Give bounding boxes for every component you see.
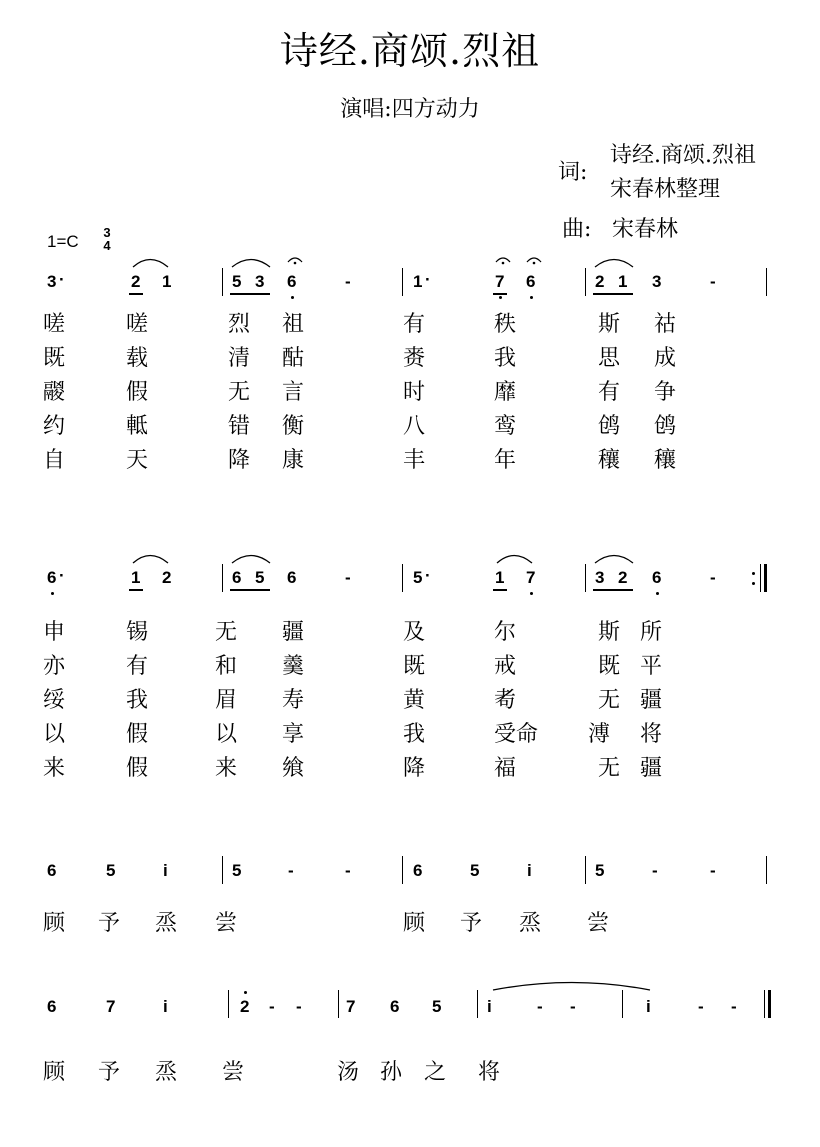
lyric: 烈	[228, 312, 251, 337]
page-title: 诗经.商颂.烈祖	[279, 29, 541, 73]
fermata-arc	[527, 258, 541, 262]
dash: -	[345, 272, 351, 291]
lyric: 疆	[640, 756, 663, 781]
lyric: 祖	[282, 312, 305, 337]
note: 5	[255, 568, 265, 587]
time-signature-top: 3	[103, 225, 111, 240]
note: 6	[232, 568, 242, 587]
lyric: 康	[282, 448, 305, 473]
lyric: 我	[126, 688, 149, 713]
lyric: 鸾	[494, 414, 517, 439]
lyric: 福	[494, 756, 517, 781]
lyric: 鸧	[598, 414, 621, 439]
lyric: 衡	[282, 414, 305, 439]
lyricist-line-1: 诗经.商颂.烈祖	[610, 143, 756, 168]
lyric: 争	[654, 380, 677, 405]
note: 1	[131, 568, 141, 587]
note: 1	[162, 272, 172, 291]
note: 2	[595, 272, 605, 291]
lyric: 锡	[126, 620, 149, 645]
dash: -	[296, 997, 302, 1016]
lyric: 和	[215, 654, 238, 679]
lyric: 顾	[43, 911, 66, 936]
tie	[493, 983, 650, 991]
lyric: 成	[654, 346, 677, 371]
lyric: 来	[215, 756, 238, 781]
lyric: 无	[598, 756, 621, 781]
lyric: 烝	[155, 1060, 178, 1085]
lyric: 予	[98, 911, 121, 936]
slur	[133, 556, 168, 564]
note: 6	[287, 568, 297, 587]
lyric: 将	[478, 1060, 501, 1085]
lyric: 尝	[215, 911, 238, 936]
note: 3	[595, 568, 605, 587]
augmentation-dot: ·	[59, 270, 65, 289]
slur	[232, 260, 270, 268]
lyricist-label: 词:	[558, 160, 588, 185]
lyric: 鸧	[654, 414, 677, 439]
lyric: 无	[215, 620, 238, 645]
lyric: 軧	[126, 414, 149, 439]
lyric: 有	[403, 312, 426, 337]
lyric: 嗟	[126, 312, 149, 337]
note: i	[646, 997, 651, 1016]
dash: -	[710, 861, 716, 880]
lyric: 靡	[494, 380, 517, 405]
fermata-dot	[294, 262, 297, 265]
lyric: 秩	[494, 312, 517, 337]
lyric: 有	[126, 654, 149, 679]
lyric: 无	[228, 380, 251, 405]
lyric: 清	[228, 346, 251, 371]
lyric: 烝	[519, 911, 542, 936]
lyric: 无	[598, 688, 621, 713]
dash: -	[652, 861, 658, 880]
note: 6	[47, 861, 57, 880]
lyric: 来	[43, 756, 66, 781]
augmentation-dot: ·	[425, 566, 431, 585]
lyric: 假	[126, 380, 149, 405]
lyric: 言	[282, 380, 305, 405]
note: 6	[413, 861, 423, 880]
lyricist-line-2: 宋春林整理	[610, 177, 721, 202]
lyric: 鬷	[43, 380, 66, 405]
lyric: 将	[640, 722, 663, 747]
lyric: 予	[98, 1060, 121, 1085]
lyric: 穰	[598, 448, 621, 473]
lyric: 时	[403, 380, 426, 405]
lyric: 祜	[654, 312, 677, 337]
lyric: 降	[403, 756, 426, 781]
note: i	[163, 861, 168, 880]
lyric: 酤	[282, 346, 305, 371]
note: 5	[232, 272, 242, 291]
dash: -	[288, 861, 294, 880]
lyric: 约	[43, 414, 66, 439]
lyric: 汤	[337, 1060, 360, 1085]
slur	[595, 260, 633, 268]
fermata-arc	[496, 258, 510, 262]
lyric: 赉	[403, 346, 426, 371]
note: 3	[652, 272, 662, 291]
fermata-dot	[502, 262, 505, 265]
key-signature: 1=C	[47, 232, 79, 251]
lyric: 孙	[380, 1060, 403, 1085]
note: 2	[240, 997, 250, 1016]
lyric: 之	[424, 1060, 447, 1085]
lyric: 年	[494, 448, 517, 473]
lyric: 八	[403, 414, 426, 439]
note: 1	[618, 272, 628, 291]
lyric: 丰	[403, 448, 426, 473]
note: 2	[618, 568, 628, 587]
lyric: 尝	[222, 1060, 245, 1085]
composer-name: 宋春林	[612, 217, 679, 242]
lyric: 以	[215, 722, 238, 747]
note: 5	[470, 861, 480, 880]
lyric: 所	[640, 620, 663, 645]
dash: -	[345, 568, 351, 587]
lyric: 疆	[640, 688, 663, 713]
time-signature-bottom: 4	[103, 238, 111, 253]
note: 3	[255, 272, 265, 291]
lyric: 思	[598, 346, 621, 371]
lyric: 尝	[587, 911, 610, 936]
note: 1	[413, 272, 423, 291]
slur	[232, 556, 270, 564]
lyric: 我	[494, 346, 517, 371]
lyric: 降	[228, 448, 251, 473]
lyric: 以	[43, 722, 66, 747]
lyric: 寿	[282, 688, 305, 713]
lyric: 自	[43, 448, 66, 473]
augmentation-dot: ·	[425, 270, 431, 289]
note: 5	[595, 861, 605, 880]
lyric: 斯	[598, 620, 621, 645]
lyric: 错	[228, 414, 251, 439]
slur	[133, 260, 168, 268]
composer-label: 曲:	[562, 217, 592, 242]
lyric: 烝	[155, 911, 178, 936]
lyric: 穰	[654, 448, 677, 473]
lyric: 及	[403, 620, 426, 645]
lyric: 斯	[598, 312, 621, 337]
lyric: 嗟	[43, 312, 66, 337]
lyric: 假	[126, 756, 149, 781]
note: 2	[162, 568, 172, 587]
lyric: 享	[282, 722, 305, 747]
lyric: 既	[403, 654, 426, 679]
dash: -	[731, 997, 737, 1016]
note: 7	[106, 997, 116, 1016]
lyric: 尔	[494, 620, 517, 645]
dash: -	[570, 997, 576, 1016]
lyric: 戒	[494, 654, 517, 679]
lyric: 飨	[282, 756, 305, 781]
augmentation-dot: ·	[59, 566, 65, 585]
lyric: 我	[403, 722, 426, 747]
performer-line: 演唱:四方动力	[340, 97, 480, 122]
lyric: 假	[126, 722, 149, 747]
lyric: 溥	[588, 722, 611, 747]
lyric: 天	[126, 448, 149, 473]
lyric: 眉	[215, 688, 238, 713]
note: 1	[495, 568, 505, 587]
note: 5	[106, 861, 116, 880]
note: 5	[413, 568, 423, 587]
lyric: 有	[598, 380, 621, 405]
note: i	[163, 997, 168, 1016]
note: i	[527, 861, 532, 880]
lyric: 申	[43, 620, 66, 645]
lyric: 耇	[494, 688, 517, 713]
lyric: 亦	[43, 654, 66, 679]
note: 6	[47, 997, 57, 1016]
note: 7	[495, 272, 505, 291]
note: 6	[287, 272, 297, 291]
note: 5	[232, 861, 242, 880]
lyric: 羹	[282, 654, 305, 679]
lyric: 平	[640, 654, 663, 679]
dash: -	[345, 861, 351, 880]
slur	[595, 556, 633, 564]
lyric: 绥	[43, 688, 66, 713]
note: 2	[131, 272, 141, 291]
fermata-arc	[288, 258, 302, 262]
dash: -	[710, 272, 716, 291]
dash: -	[537, 997, 543, 1016]
lyric: 顾	[43, 1060, 66, 1085]
note: 7	[526, 568, 536, 587]
note: 5	[432, 997, 442, 1016]
lyric: 顾	[403, 911, 426, 936]
lyric: 受命	[494, 722, 539, 747]
note: 6	[47, 568, 57, 587]
lyric: 载	[126, 346, 149, 371]
note: i	[487, 997, 492, 1016]
dash: -	[269, 997, 275, 1016]
note: 6	[652, 568, 662, 587]
note: 7	[346, 997, 356, 1016]
lyric: 既	[598, 654, 621, 679]
lyric: 予	[460, 911, 483, 936]
lyric: 黄	[403, 688, 426, 713]
note: 3	[47, 272, 57, 291]
dash: -	[698, 997, 704, 1016]
note: 6	[526, 272, 536, 291]
note: 6	[390, 997, 400, 1016]
lyric: 疆	[282, 620, 305, 645]
fermata-dot	[533, 262, 536, 265]
slur	[497, 556, 532, 564]
lyric: 既	[43, 346, 66, 371]
dash: -	[710, 568, 716, 587]
